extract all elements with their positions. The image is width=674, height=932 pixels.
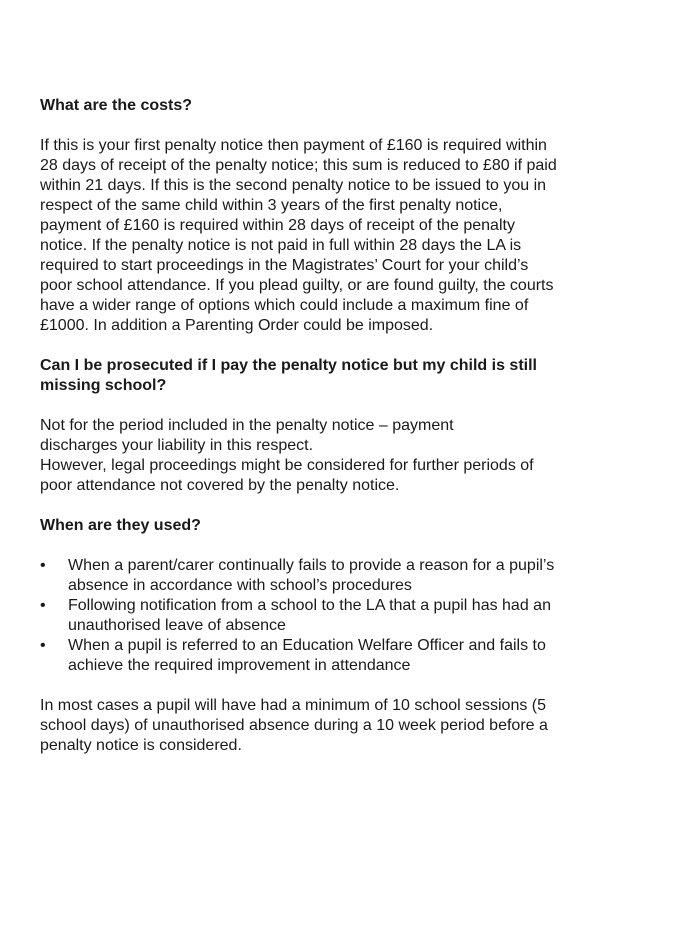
bullet-icon: •	[40, 557, 46, 574]
spacer	[40, 496, 600, 516]
list-item	[40, 596, 580, 636]
prosecuted-paragraph-2: However, legal proceedings might be considered for further periods of poor attendance not covered by the penalty notice.	[40, 457, 534, 494]
used-bullet-list	[40, 556, 600, 676]
list-item	[40, 556, 580, 596]
spacer	[40, 336, 600, 356]
costs-paragraph: If this is your first penalty notice then payment of £160 is required within 28 days of receipt of the penalty notice; this sum is reduced to £80 if paid within 21 days. If this is the second penalty notice to be issued to you in respect of the same child within 3 years of the first penalty notice, payment of £160 is required within 28 days of receipt of the penalty notice. If the penalty notice is not paid in full within 28 days the LA is required to start proceedings in the Magistrates’ Court for your child’s poor school attendance. If you plead guilty, or are found guilty, the courts have a wider range of options which could include a maximum fine of £1000. In addition a Parenting Order could be imposed.	[40, 137, 557, 334]
bullet-text: When a parent/carer continually fails to provide a reason for a pupil’s absence in accordance with school’s procedures	[68, 557, 555, 594]
spacer	[40, 116, 600, 136]
closing-paragraph: In most cases a pupil will have had a minimum of 10 school sessions (5 school days) of unauthorised absence during a 10 week period before a penalty notice is considered.	[40, 697, 548, 754]
costs-heading: What are the costs?	[40, 97, 193, 114]
document-page	[40, 96, 600, 756]
bullet-icon: •	[40, 637, 46, 654]
list-item	[40, 636, 580, 676]
used-heading: When are they used?	[40, 517, 201, 534]
spacer	[40, 396, 600, 416]
spacer	[40, 536, 600, 556]
prosecuted-paragraph-1: Not for the period included in the penalty notice – payment discharges your liability in this respect.	[40, 417, 454, 454]
bullet-text: Following notification from a school to the LA that a pupil has had an unauthorised leave of absence	[68, 597, 551, 634]
bullet-text: When a pupil is referred to an Education Welfare Officer and fails to achieve the required improvement in attendance	[68, 637, 546, 674]
bullet-icon: •	[40, 597, 46, 614]
prosecuted-heading: Can I be prosecuted if I pay the penalty notice but my child is still missing school?	[40, 357, 537, 394]
spacer	[40, 676, 600, 696]
